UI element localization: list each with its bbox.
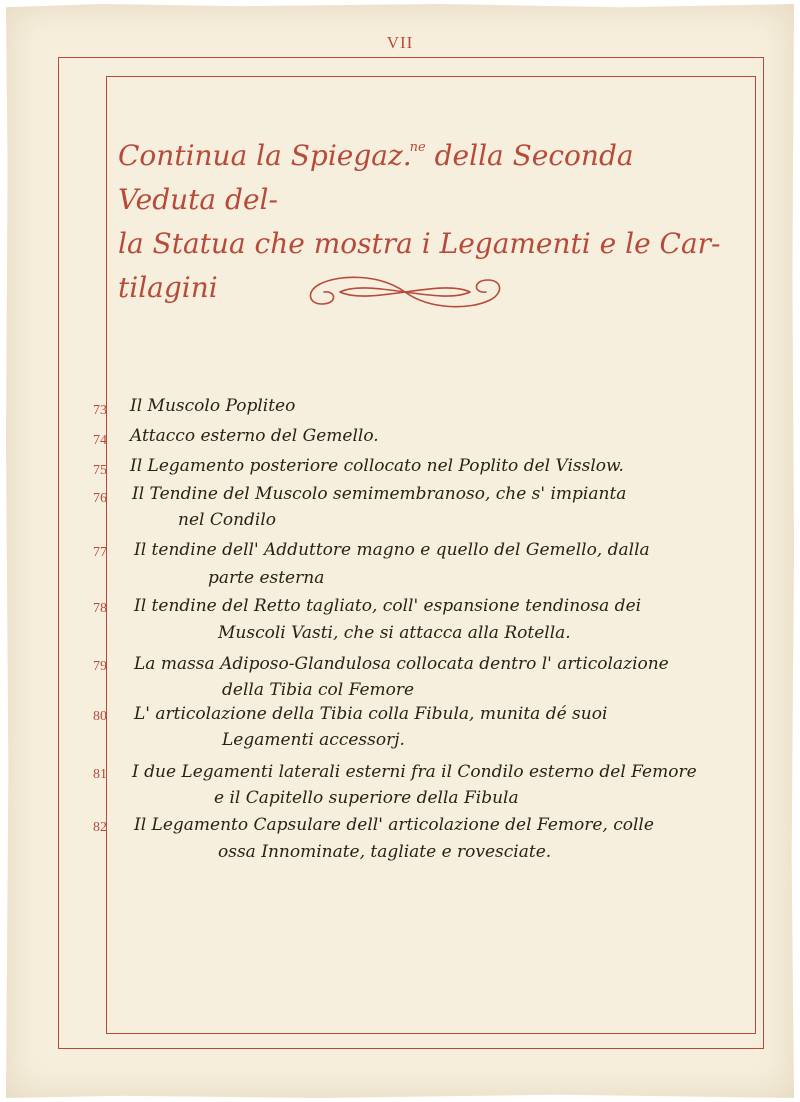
title-line-2: la Statua che mostra i Legamenti e le Car-	[118, 227, 721, 260]
entry-text-line: Muscoli Vasti, che si attacca alla Rotella.	[218, 623, 571, 643]
entry-number: 73	[93, 403, 107, 418]
entry-number: 82	[93, 820, 107, 835]
entry-text-line: Il Legamento posteriore collocato nel Poplito del Visslow.	[130, 456, 624, 476]
title-line-3: tilagini	[118, 271, 218, 304]
entry-text-line: Il Legamento Capsulare dell' articolazione del Femore, colle	[134, 815, 654, 835]
entry-number: 80	[93, 709, 107, 724]
entry-number: 81	[93, 767, 107, 782]
calligraphic-flourish-icon	[300, 268, 510, 316]
entry-number: 79	[93, 659, 107, 674]
entry-text-line: Legamenti accessorj.	[222, 730, 405, 750]
page-number: VII	[386, 33, 414, 52]
entry-text-line: nel Condilo	[178, 510, 277, 530]
entry-text-line: parte esterna	[208, 568, 325, 588]
entry-number: 77	[93, 545, 107, 560]
title-line-1: Continua la Spiegaz.$^{ne}$ della Seconda Veduta del-	[118, 139, 634, 216]
entry-text-line: Il Muscolo Popliteo	[130, 396, 296, 416]
entry-text-line: La massa Adiposo-Glandulosa collocata dentro l' articolazione	[134, 654, 669, 674]
entry-number: 78	[93, 601, 107, 616]
entry-number: 76	[93, 491, 107, 506]
entry-number: 75	[93, 463, 107, 478]
entry-text-line: Il Tendine del Muscolo semimembranoso, che s' impianta	[132, 484, 627, 504]
entry-text-line: ossa Innominate, tagliate e rovesciate.	[218, 842, 552, 862]
entry-text-line: e il Capitello superiore della Fibula	[214, 788, 519, 808]
entry-number: 74	[93, 433, 107, 448]
entry-text-line: L' articolazione della Tibia colla Fibula, munita dé suoi	[134, 704, 608, 724]
entry-text-line: I due Legamenti laterali esterni fra il Condilo esterno del Femore	[132, 762, 697, 782]
entry-text-line: della Tibia col Femore	[222, 680, 415, 700]
entry-text-line: Attacco esterno del Gemello.	[130, 426, 379, 446]
entry-text-line: Il tendine dell' Adduttore magno e quello del Gemello, dalla	[134, 540, 650, 560]
entry-text-line: Il tendine del Retto tagliato, coll' espansione tendinosa dei	[134, 596, 642, 616]
